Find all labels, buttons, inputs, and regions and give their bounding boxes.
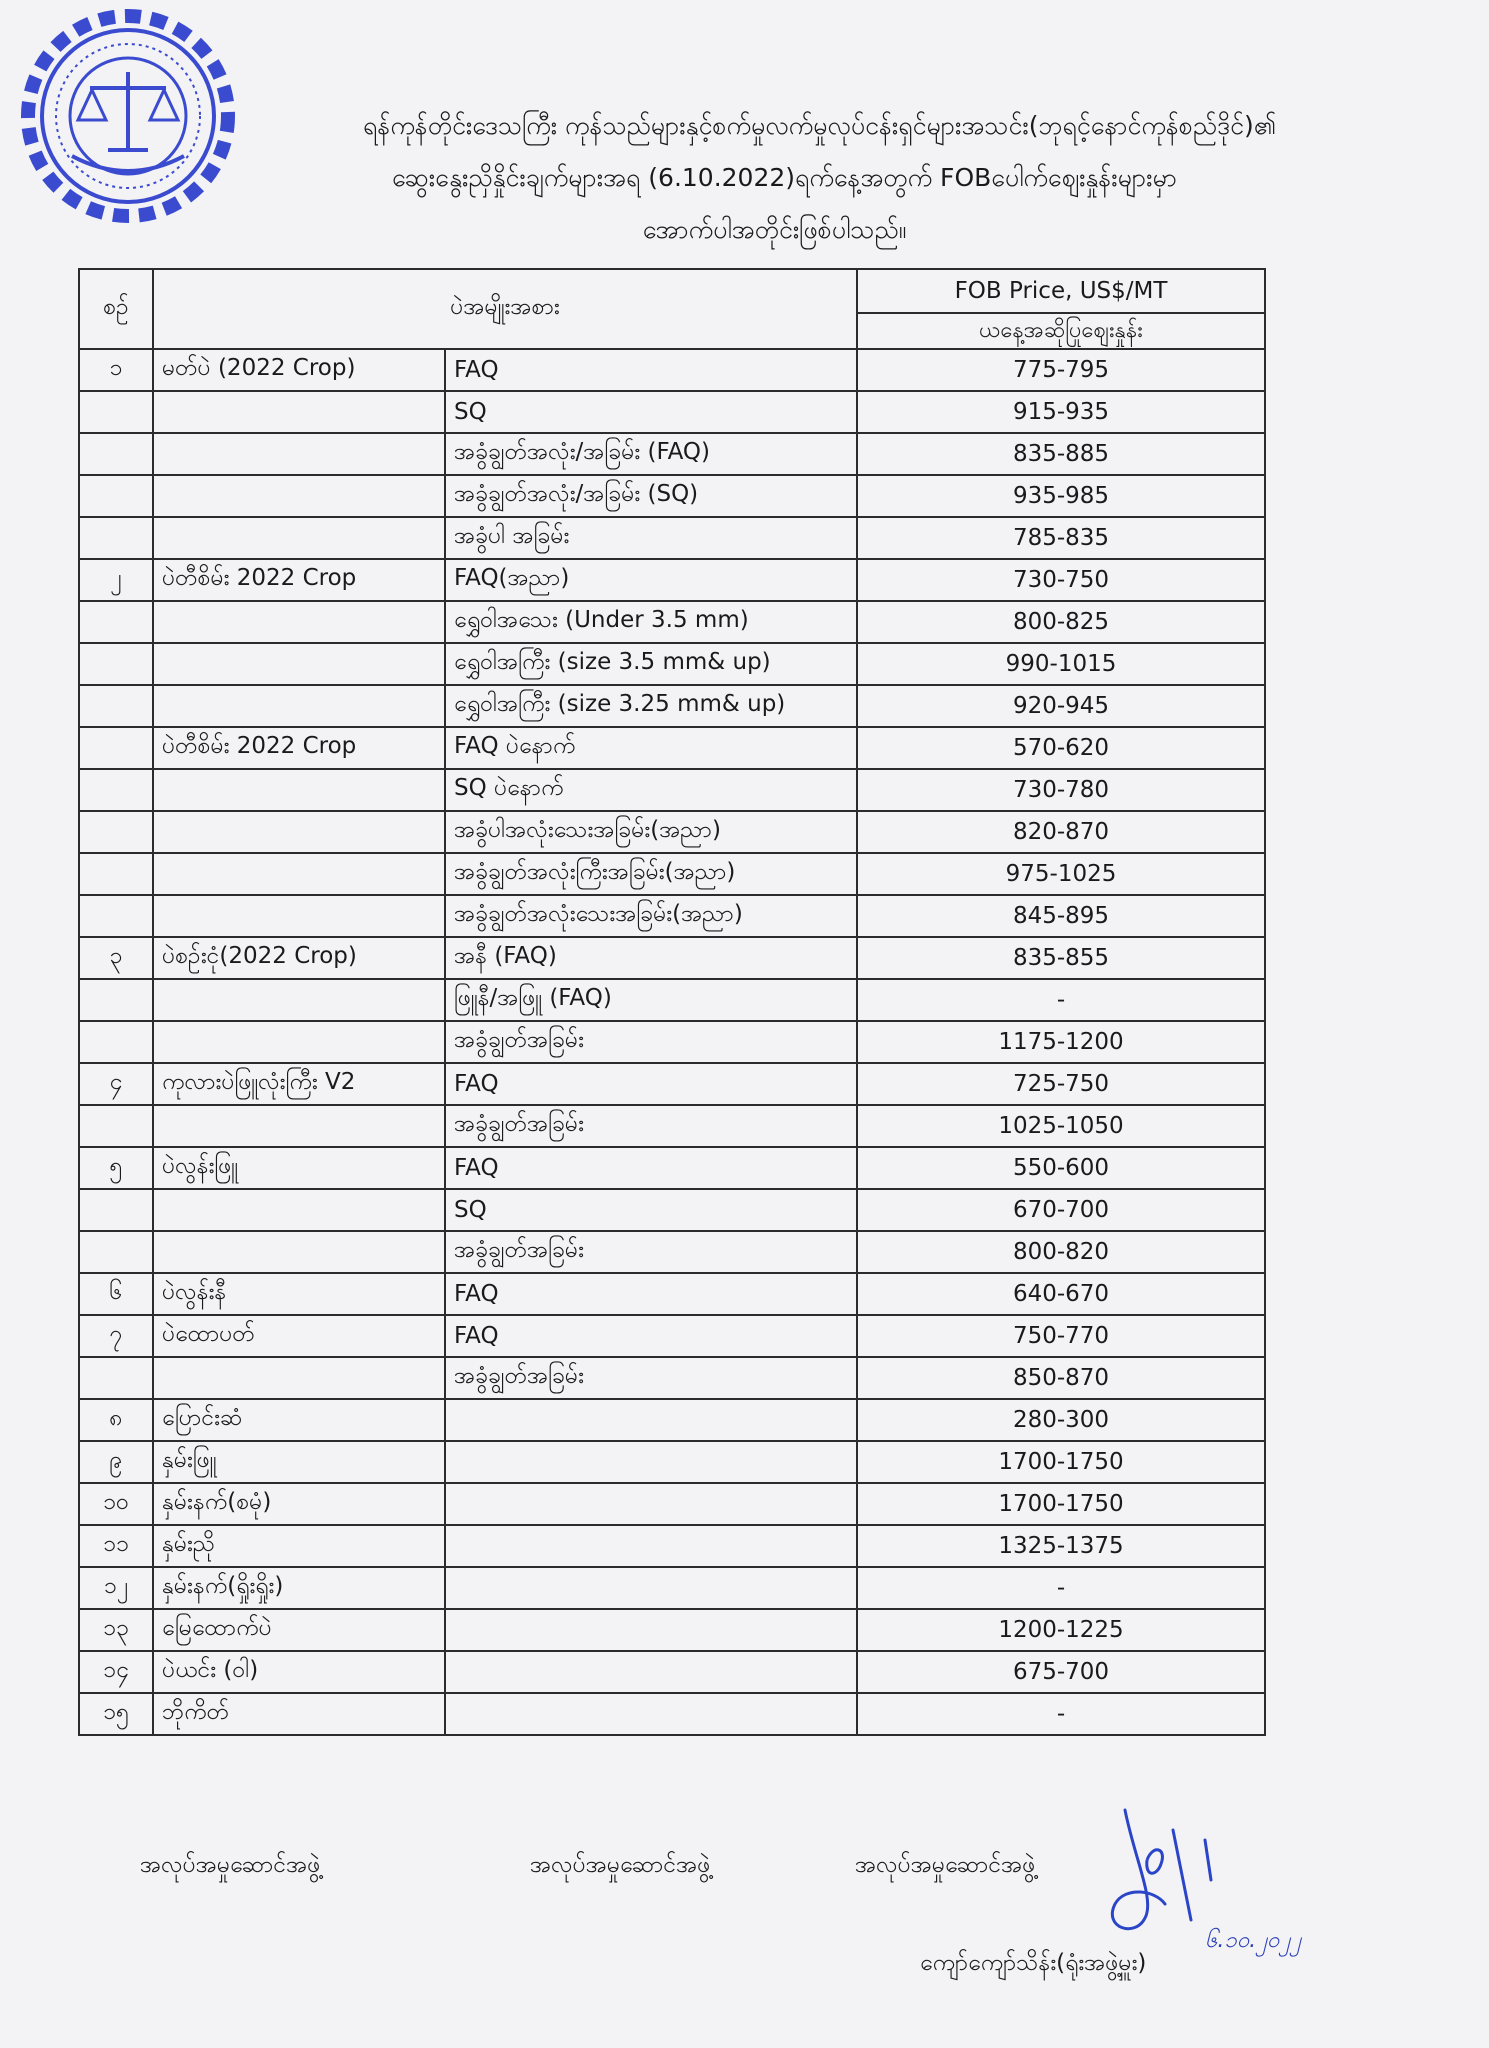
row-number xyxy=(79,1105,153,1147)
row-number: ၁၀ xyxy=(79,1483,153,1525)
item-name xyxy=(153,517,445,559)
item-grade: FAQ(အညာ) xyxy=(445,559,857,601)
row-number xyxy=(79,1231,153,1273)
signature-label-2: အလုပ်အမှုဆောင်အဖွဲ့ xyxy=(530,1852,711,1878)
item-price: 550-600 xyxy=(857,1147,1265,1189)
item-name xyxy=(153,853,445,895)
item-grade: အခွံချွတ်အခြမ်း xyxy=(445,1105,857,1147)
item-name: ပဲလွန်းဖြူ xyxy=(153,1147,445,1189)
row-number xyxy=(79,1357,153,1399)
item-price: 820-870 xyxy=(857,811,1265,853)
row-number xyxy=(79,811,153,853)
row-number xyxy=(79,895,153,937)
item-price: 975-1025 xyxy=(857,853,1265,895)
item-price: 730-750 xyxy=(857,559,1265,601)
price-table-body xyxy=(79,349,1265,1735)
item-price: 640-670 xyxy=(857,1273,1265,1315)
table-row xyxy=(79,601,1265,643)
table-row xyxy=(79,811,1265,853)
row-number xyxy=(79,979,153,1021)
header-line-3: အောက်ပါအတိုင်းဖြစ်ပါသည်။ xyxy=(642,215,907,244)
item-price: 730-780 xyxy=(857,769,1265,811)
row-number: ၁၅ xyxy=(79,1693,153,1735)
item-grade xyxy=(445,1651,857,1693)
table-row xyxy=(79,517,1265,559)
item-price: 835-885 xyxy=(857,433,1265,475)
row-number xyxy=(79,433,153,475)
row-number: ၁၄ xyxy=(79,1651,153,1693)
item-name xyxy=(153,601,445,643)
item-name: ဘိုကိတ် xyxy=(153,1693,445,1735)
item-name: မတ်ပဲ (2022 Crop) xyxy=(153,349,445,391)
signature-label-3: အလုပ်အမှုဆောင်အဖွဲ့ xyxy=(855,1852,1036,1878)
item-price: 915-935 xyxy=(857,391,1265,433)
item-name xyxy=(153,475,445,517)
table-row xyxy=(79,1651,1265,1693)
item-price: 835-855 xyxy=(857,937,1265,979)
item-grade: အခွံချွတ်အခြမ်း xyxy=(445,1231,857,1273)
item-grade xyxy=(445,1399,857,1441)
row-number xyxy=(79,517,153,559)
item-price: 775-795 xyxy=(857,349,1265,391)
item-name xyxy=(153,643,445,685)
item-price: 570-620 xyxy=(857,727,1265,769)
item-grade: FAQ xyxy=(445,349,857,391)
item-grade xyxy=(445,1609,857,1651)
row-number xyxy=(79,391,153,433)
item-name: ပဲတီစိမ်း 2022 Crop xyxy=(153,727,445,769)
row-number xyxy=(79,1189,153,1231)
item-price: 1025-1050 xyxy=(857,1105,1265,1147)
table-row xyxy=(79,1063,1265,1105)
table-row xyxy=(79,559,1265,601)
item-name: ပဲတီစိမ်း 2022 Crop xyxy=(153,559,445,601)
item-grade: FAQ xyxy=(445,1063,857,1105)
item-grade: FAQ xyxy=(445,1147,857,1189)
item-name: နှမ်းနက်(ရှိုးရှိုး) xyxy=(153,1567,445,1609)
item-grade: အခွံပါ အခြမ်း xyxy=(445,517,857,559)
item-grade: ဖြူနီ/အဖြူ (FAQ) xyxy=(445,979,857,1021)
row-number: ၁၂ xyxy=(79,1567,153,1609)
table-row xyxy=(79,853,1265,895)
item-name xyxy=(153,1357,445,1399)
table-row xyxy=(79,1441,1265,1483)
table-row xyxy=(79,1483,1265,1525)
item-price: 850-870 xyxy=(857,1357,1265,1399)
item-name xyxy=(153,1231,445,1273)
item-price: 1700-1750 xyxy=(857,1441,1265,1483)
row-number: ၁၁ xyxy=(79,1525,153,1567)
item-name: နှမ်းနက်(စမုံ) xyxy=(153,1483,445,1525)
item-grade xyxy=(445,1567,857,1609)
header-line-2: ဆွေးနွေးညှိနှိုင်းချက်များအရ (6.10.2022)ရက်နေ့အတွက် FOBပေါက်ဈေးနှုန်းများမှာ xyxy=(391,163,1178,192)
table-row xyxy=(79,685,1265,727)
item-name: မြေထောက်ပဲ xyxy=(153,1609,445,1651)
signature-date: ၆.၁၀.၂၀၂၂ xyxy=(1205,1928,1301,1953)
item-grade: အခွံချွတ်အလုံး/အခြမ်း (SQ) xyxy=(445,475,857,517)
row-number: ၁ xyxy=(79,349,153,391)
item-grade: အခွံချွတ်အခြမ်း xyxy=(445,1357,857,1399)
item-grade xyxy=(445,1693,857,1735)
item-price: 800-820 xyxy=(857,1231,1265,1273)
item-price: - xyxy=(857,1567,1265,1609)
table-row xyxy=(79,937,1265,979)
item-name xyxy=(153,811,445,853)
item-grade: SQ xyxy=(445,1189,857,1231)
column-header-no: စဉ် xyxy=(79,269,153,349)
item-price: 280-300 xyxy=(857,1399,1265,1441)
table-row xyxy=(79,1693,1265,1735)
table-row xyxy=(79,895,1265,937)
item-price: 1700-1750 xyxy=(857,1483,1265,1525)
signature-label-1: အလုပ်အမှုဆောင်အဖွဲ့ xyxy=(140,1852,321,1878)
item-grade: အခွံပါအလုံးသေးအခြမ်း(အညာ) xyxy=(445,811,857,853)
table-row xyxy=(79,349,1265,391)
item-grade: ရွှေဝါအကြီး (size 3.5 mm& up) xyxy=(445,643,857,685)
table-row xyxy=(79,1609,1265,1651)
table-row xyxy=(79,1399,1265,1441)
table-row xyxy=(79,1105,1265,1147)
table-row xyxy=(79,1189,1265,1231)
item-grade xyxy=(445,1483,857,1525)
item-name xyxy=(153,1021,445,1063)
table-row xyxy=(79,1273,1265,1315)
table-row xyxy=(79,1567,1265,1609)
item-grade xyxy=(445,1525,857,1567)
item-price: 935-985 xyxy=(857,475,1265,517)
row-number: ၂ xyxy=(79,559,153,601)
item-grade xyxy=(445,1441,857,1483)
item-name: ပဲထောပတ် xyxy=(153,1315,445,1357)
row-number: ၈ xyxy=(79,1399,153,1441)
row-number: ၃ xyxy=(79,937,153,979)
item-grade: အခွံချွတ်အခြမ်း xyxy=(445,1021,857,1063)
item-price: 920-945 xyxy=(857,685,1265,727)
table-row xyxy=(79,1315,1265,1357)
item-price: 1175-1200 xyxy=(857,1021,1265,1063)
row-number xyxy=(79,853,153,895)
item-grade: SQ xyxy=(445,391,857,433)
document-header xyxy=(0,100,1489,256)
item-name xyxy=(153,895,445,937)
item-price: 750-770 xyxy=(857,1315,1265,1357)
signer-name: ကျော်ကျော်သိန်း(ရုံးအဖွဲ့မှူး) xyxy=(920,1950,1147,1976)
row-number xyxy=(79,1021,153,1063)
item-price: 670-700 xyxy=(857,1189,1265,1231)
column-header-type: ပဲအမျိုးအစား xyxy=(153,269,857,349)
item-grade: ရွှေဝါအသေး (Under 3.5 mm) xyxy=(445,601,857,643)
row-number xyxy=(79,727,153,769)
row-number xyxy=(79,769,153,811)
item-price: 725-750 xyxy=(857,1063,1265,1105)
table-row xyxy=(79,391,1265,433)
row-number: ၇ xyxy=(79,1315,153,1357)
item-name: ကုလားပဲဖြူလုံးကြီး V2 xyxy=(153,1063,445,1105)
row-number xyxy=(79,643,153,685)
item-grade: အခွံချွတ်အလုံး/အခြမ်း (FAQ) xyxy=(445,433,857,475)
table-row xyxy=(79,727,1265,769)
row-number: ၅ xyxy=(79,1147,153,1189)
item-name: ပဲစဉ်းငုံ(2022 Crop) xyxy=(153,937,445,979)
item-name: ပဲယင်း (ဝါ) xyxy=(153,1651,445,1693)
table-row xyxy=(79,1147,1265,1189)
item-price: 1325-1375 xyxy=(857,1525,1265,1567)
item-price: 990-1015 xyxy=(857,643,1265,685)
item-name xyxy=(153,769,445,811)
item-grade: ရွှေဝါအကြီး (size 3.25 mm& up) xyxy=(445,685,857,727)
item-name: ပဲလွန်းနီ xyxy=(153,1273,445,1315)
row-number xyxy=(79,685,153,727)
header-line-1: ရန်ကုန်တိုင်းဒေသကြီး ကုန်သည်များနှင့်စက်မှုလက်မှုလုပ်ငန်းရှင်များအသင်း(ဘုရင့်နောင်ကုန်စည်ဒိုင်)၏ xyxy=(363,111,1276,140)
row-number: ၄ xyxy=(79,1063,153,1105)
table-row xyxy=(79,475,1265,517)
row-number xyxy=(79,475,153,517)
item-name xyxy=(153,391,445,433)
column-header-price-sub: ယနေ့အဆိုပြုဈေးနှုန်း xyxy=(857,313,1265,349)
item-grade: အခွံချွတ်အလုံးကြီးအခြမ်း(အညာ) xyxy=(445,853,857,895)
item-name: ပြောင်းဆံ xyxy=(153,1399,445,1441)
table-row xyxy=(79,643,1265,685)
table-row xyxy=(79,769,1265,811)
item-price: - xyxy=(857,1693,1265,1735)
item-price: 785-835 xyxy=(857,517,1265,559)
row-number: ၁၃ xyxy=(79,1609,153,1651)
item-grade: FAQ xyxy=(445,1315,857,1357)
item-price: 800-825 xyxy=(857,601,1265,643)
item-name xyxy=(153,1189,445,1231)
table-row xyxy=(79,433,1265,475)
price-table xyxy=(78,268,1266,1736)
table-row xyxy=(79,1357,1265,1399)
column-header-price: FOB Price, US$/MT xyxy=(857,269,1265,313)
item-grade: အခွံချွတ်အလုံးသေးအခြမ်း(အညာ) xyxy=(445,895,857,937)
item-price: 1200-1225 xyxy=(857,1609,1265,1651)
item-grade: SQ ပဲနောက် xyxy=(445,769,857,811)
item-grade: FAQ ပဲနောက် xyxy=(445,727,857,769)
row-number: ၆ xyxy=(79,1273,153,1315)
item-price: 675-700 xyxy=(857,1651,1265,1693)
item-name: နှမ်းဖြူ xyxy=(153,1441,445,1483)
item-name xyxy=(153,979,445,1021)
item-name xyxy=(153,433,445,475)
row-number: ၉ xyxy=(79,1441,153,1483)
item-grade: အနီ (FAQ) xyxy=(445,937,857,979)
table-row xyxy=(79,979,1265,1021)
table-row xyxy=(79,1525,1265,1567)
item-name xyxy=(153,685,445,727)
table-row xyxy=(79,1021,1265,1063)
table-row xyxy=(79,1231,1265,1273)
item-name: နှမ်းညို xyxy=(153,1525,445,1567)
item-name xyxy=(153,1105,445,1147)
item-price: 845-895 xyxy=(857,895,1265,937)
row-number xyxy=(79,601,153,643)
item-price: - xyxy=(857,979,1265,1021)
item-grade: FAQ xyxy=(445,1273,857,1315)
